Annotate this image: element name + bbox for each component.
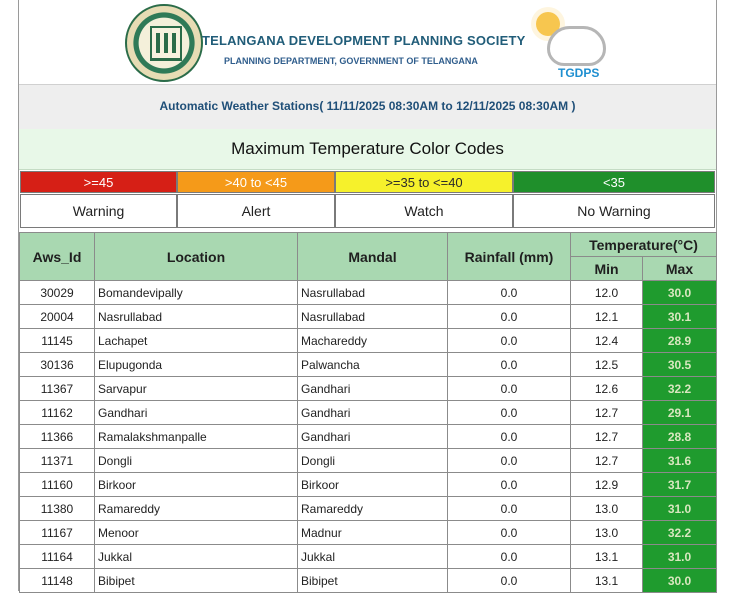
rainfall-cell: 0.0 <box>448 569 571 593</box>
weather-table-wrap <box>19 232 716 593</box>
temperature-header: Temperature(°C) <box>571 233 717 257</box>
min-temp-cell: 12.7 <box>571 401 643 425</box>
mandal-cell: Gandhari <box>298 425 448 449</box>
weather-table <box>19 232 717 593</box>
table-row <box>20 497 717 521</box>
legend-label-watch: Watch <box>335 194 513 228</box>
table-row <box>20 353 717 377</box>
color-codes-title: Maximum Temperature Color Codes <box>19 129 716 170</box>
aws-id-cell: 11371 <box>20 449 95 473</box>
table-row <box>20 425 717 449</box>
location-cell: Jukkal <box>95 545 298 569</box>
rainfall-cell: 0.0 <box>448 401 571 425</box>
rainfall-cell: 0.0 <box>448 281 571 305</box>
aws-banner <box>19 84 716 130</box>
aws-id-header: Aws_Id <box>20 233 95 281</box>
table-row <box>20 305 717 329</box>
min-temp-cell: 12.1 <box>571 305 643 329</box>
min-temp-cell: 13.0 <box>571 497 643 521</box>
mandal-cell: Birkoor <box>298 473 448 497</box>
table-row <box>20 521 717 545</box>
aws-id-cell: 11145 <box>20 329 95 353</box>
aws-id-cell: 11167 <box>20 521 95 545</box>
rainfall-cell: 0.0 <box>448 353 571 377</box>
weather-table-body <box>20 281 717 593</box>
legend-label-row <box>20 194 715 228</box>
location-cell: Sarvapur <box>95 377 298 401</box>
aws-id-cell: 20004 <box>20 305 95 329</box>
rainfall-cell: 0.0 <box>448 425 571 449</box>
max-temp-cell: 30.1 <box>643 305 717 329</box>
rainfall-cell: 0.0 <box>448 521 571 545</box>
min-temp-cell: 12.9 <box>571 473 643 497</box>
max-temp-cell: 32.2 <box>643 377 717 401</box>
max-temp-cell: 28.8 <box>643 425 717 449</box>
mandal-cell: Gandhari <box>298 377 448 401</box>
mandal-cell: Bibipet <box>298 569 448 593</box>
location-cell: Ramareddy <box>95 497 298 521</box>
aws-id-cell: 11380 <box>20 497 95 521</box>
min-temp-cell: 12.5 <box>571 353 643 377</box>
mandal-cell: Palwancha <box>298 353 448 377</box>
location-cell: Menoor <box>95 521 298 545</box>
location-cell: Bibipet <box>95 569 298 593</box>
min-temp-cell: 12.7 <box>571 425 643 449</box>
mandal-cell: Dongli <box>298 449 448 473</box>
mandal-cell: Nasrullabad <box>298 305 448 329</box>
max-temp-cell: 29.1 <box>643 401 717 425</box>
mandal-cell: Machareddy <box>298 329 448 353</box>
sun-cloud-icon <box>524 8 606 80</box>
aws-id-cell: 11367 <box>20 377 95 401</box>
rainfall-cell: 0.0 <box>448 305 571 329</box>
table-row <box>20 329 717 353</box>
max-temp-cell: 31.0 <box>643 545 717 569</box>
legend-range-alert: >40 to <45 <box>177 171 335 193</box>
max-temp-cell: 31.7 <box>643 473 717 497</box>
tgdps-logo-text: TGDPS <box>558 66 600 80</box>
mandal-cell: Madnur <box>298 521 448 545</box>
min-temp-cell: 13.1 <box>571 545 643 569</box>
max-temp-cell: 32.2 <box>643 521 717 545</box>
location-cell: Lachapet <box>95 329 298 353</box>
max-temp-cell: 28.9 <box>643 329 717 353</box>
table-row <box>20 281 717 305</box>
table-row <box>20 545 717 569</box>
organization-subtitle: PLANNING DEPARTMENT, GOVERNMENT OF TELANGANA <box>224 56 478 66</box>
legend-range-warning: >=45 <box>20 171 177 193</box>
legend-label-no-warning: No Warning <box>513 194 715 228</box>
mandal-cell: Nasrullabad <box>298 281 448 305</box>
aws-id-cell: 30136 <box>20 353 95 377</box>
max-header: Max <box>643 257 717 281</box>
min-temp-cell: 12.0 <box>571 281 643 305</box>
location-cell: Nasrullabad <box>95 305 298 329</box>
max-temp-cell: 30.0 <box>643 281 717 305</box>
rainfall-cell: 0.0 <box>448 497 571 521</box>
aws-banner-text: Automatic Weather Stations( 11/11/2025 08:30AM to 12/11/2025 08:30AM ) <box>159 99 576 113</box>
mandal-header: Mandal <box>298 233 448 281</box>
legend-range-no-warning: <35 <box>513 171 715 193</box>
aws-id-cell: 30029 <box>20 281 95 305</box>
table-row <box>20 473 717 497</box>
page-frame <box>18 0 717 591</box>
table-row <box>20 377 717 401</box>
location-cell: Bomandevipally <box>95 281 298 305</box>
location-cell: Ramalakshmanpalle <box>95 425 298 449</box>
mandal-cell: Jukkal <box>298 545 448 569</box>
aws-id-cell: 11160 <box>20 473 95 497</box>
rainfall-header: Rainfall (mm) <box>448 233 571 281</box>
min-header: Min <box>571 257 643 281</box>
table-row <box>20 449 717 473</box>
state-emblem-icon <box>125 4 203 82</box>
location-header: Location <box>95 233 298 281</box>
location-cell: Dongli <box>95 449 298 473</box>
legend-header-row <box>20 171 715 193</box>
aws-id-cell: 11148 <box>20 569 95 593</box>
rainfall-cell: 0.0 <box>448 473 571 497</box>
legend-range-watch: >=35 to <=40 <box>335 171 513 193</box>
legend-label-warning: Warning <box>20 194 177 228</box>
min-temp-cell: 12.6 <box>571 377 643 401</box>
header <box>19 0 716 84</box>
mandal-cell: Gandhari <box>298 401 448 425</box>
max-temp-cell: 30.0 <box>643 569 717 593</box>
table-row <box>20 569 717 593</box>
min-temp-cell: 12.4 <box>571 329 643 353</box>
max-temp-cell: 31.0 <box>643 497 717 521</box>
aws-id-cell: 11162 <box>20 401 95 425</box>
max-temp-cell: 31.6 <box>643 449 717 473</box>
cloud-icon <box>547 26 606 66</box>
emblem-building-icon <box>150 26 182 61</box>
rainfall-cell: 0.0 <box>448 449 571 473</box>
aws-id-cell: 11164 <box>20 545 95 569</box>
max-temp-cell: 30.5 <box>643 353 717 377</box>
rainfall-cell: 0.0 <box>448 329 571 353</box>
rainfall-cell: 0.0 <box>448 545 571 569</box>
aws-id-cell: 11366 <box>20 425 95 449</box>
min-temp-cell: 13.0 <box>571 521 643 545</box>
location-cell: Birkoor <box>95 473 298 497</box>
organization-name: TELANGANA DEVELOPMENT PLANNING SOCIETY <box>202 33 526 48</box>
legend-label-alert: Alert <box>177 194 335 228</box>
table-row <box>20 401 717 425</box>
min-temp-cell: 12.7 <box>571 449 643 473</box>
mandal-cell: Ramareddy <box>298 497 448 521</box>
rainfall-cell: 0.0 <box>448 377 571 401</box>
location-cell: Gandhari <box>95 401 298 425</box>
location-cell: Elupugonda <box>95 353 298 377</box>
min-temp-cell: 13.1 <box>571 569 643 593</box>
